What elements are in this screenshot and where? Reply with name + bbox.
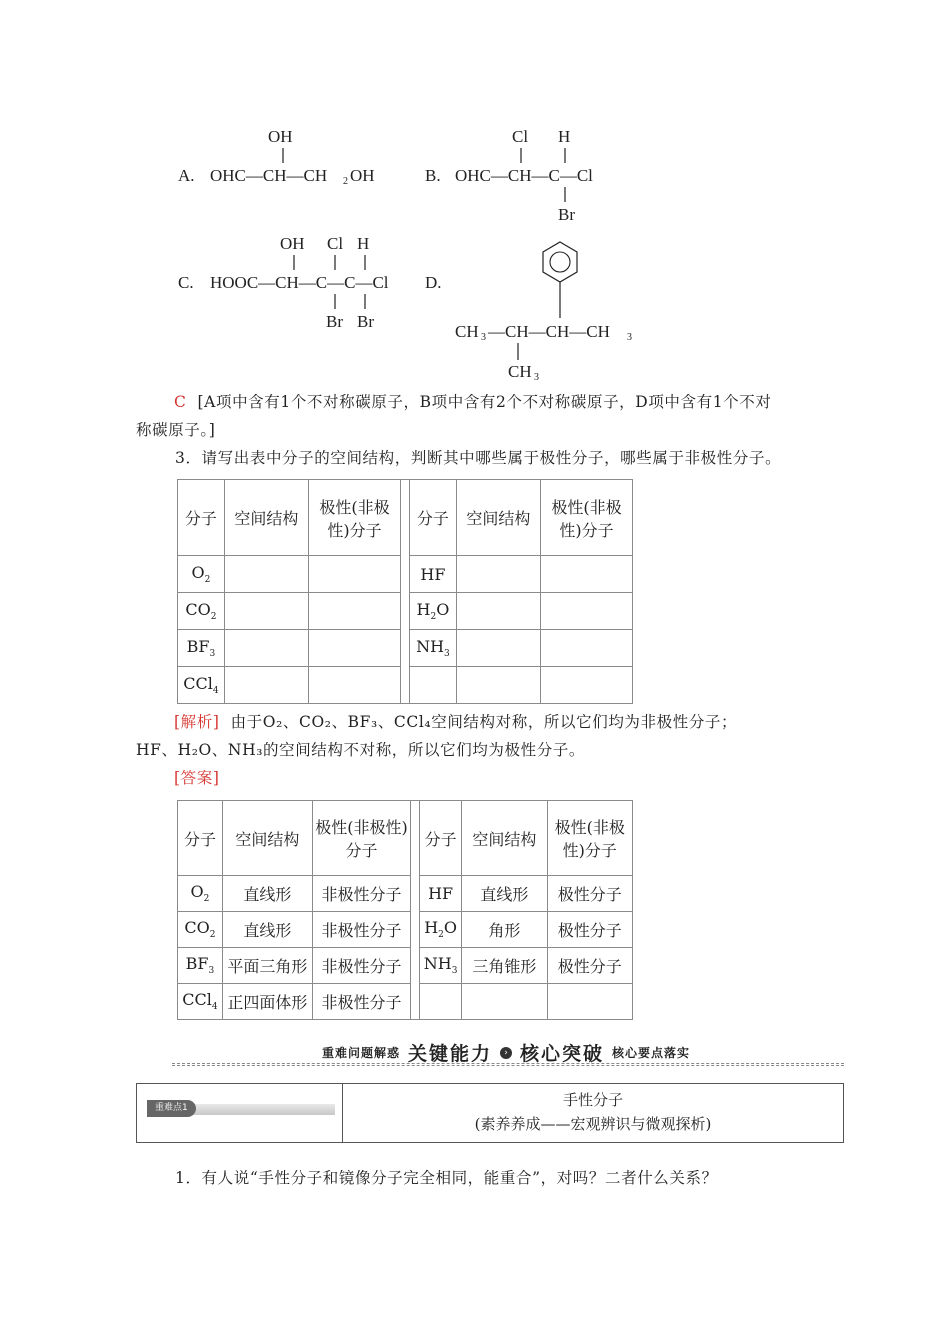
keypoint-box [136,1083,844,1143]
q-mol-ccl4: CCl$_4$ [178,667,225,704]
option-a-formula: OHC—CH—CH [210,166,328,185]
banner-right-text: 核心要点落实 [612,1046,691,1060]
option-a-label: A. [178,166,195,185]
option-c-structure [178,234,389,331]
a-structure-hf: 直线形 [462,876,547,912]
option-c-br1: Br [326,312,343,331]
answer-explanation [136,388,826,444]
option-c-label: C. [178,273,194,292]
keypoint-subtitle: (素养养成——宏观辨识与微观探析) [474,1115,712,1133]
q-mol-nh3: $NH_3$ [410,630,457,667]
a-structure-bf3: 平面三角形 [222,948,312,984]
q-mol-h2o: $H_2O$ [410,593,457,630]
analysis [136,708,826,764]
q-mol-o2: $O_2$ [178,556,225,593]
option-c-cl-top: Cl [327,234,344,253]
option-c-h-top: H [357,234,370,253]
question-3: 3．请写出表中分子的空间结构，判断其中哪些属于极性分子，哪些属于非极性分子。 [175,449,782,467]
answer-letter: C [174,393,187,411]
answer-table-right: 分子 空间结构 极性(非极性)分子 HF 直线形 极性分子 $H_2O$ 角形 极性分子 $NH_3$ 三角锥形 极性分子 [419,800,633,1020]
option-b-label: B. [425,166,441,185]
header-polarity: 极性(非极性)分子 [308,480,400,556]
analysis-line2: HF、H₂O、NH₃的空间结构不对称，所以它们均为极性分子。 [136,741,586,759]
option-b-formula: OHC—CH—C—Cl [455,166,593,185]
answer-table [177,800,633,1020]
answer-tag: [答案] [174,769,220,787]
a-polarity-bf3: 非极性分子 [312,948,410,984]
analysis-tag: [解析] [174,713,220,731]
option-d-main: —CH—CH—CH [488,322,610,341]
svg-text:3: 3 [534,372,539,383]
keypoint-tag-cell [137,1084,343,1142]
option-b-br: Br [558,205,575,224]
option-b-cl-top: Cl [512,127,529,146]
answer-table-left: 分子 空间结构 极性(非极性)分子 $O_2$ 直线形 非极性分子 $CO_2$ 直线形 非极性分子 $BF_3$ 平面三角形 非极性分子 CCl$_4$ 正四面体形 非极性分子 [177,800,411,1020]
q-mol-bf3: $BF_3$ [178,630,225,667]
option-a-tail: OH [350,166,375,185]
q-mol-co2: $CO_2$ [178,593,225,630]
option-c-formula: HOOC—CH—C—C—Cl [210,273,389,292]
option-c-br2: Br [357,312,374,331]
a-structure-nh3: 三角锥形 [462,948,547,984]
option-c-oh: OH [280,234,305,253]
a-polarity-ccl4: 非极性分子 [312,984,410,1020]
section-banner [172,1036,844,1066]
a-structure-h2o: 角形 [462,912,547,948]
banner-left-text: 重难问题解惑 [322,1046,401,1060]
option-a-structure [178,127,375,187]
chem-structures [0,110,950,390]
header-molecule: 分子 [178,480,225,556]
q-mol-hf: HF [410,556,457,593]
option-d-ch3-left: CH [455,322,479,341]
a-structure-o2: 直线形 [222,876,312,912]
option-a-sub: 2 [343,176,348,187]
svg-text:3: 3 [481,332,486,343]
answer-text: [A项中含有1个不对称碳原子，B项中含有2个不对称碳原子，D项中含有1个不对 [197,393,772,411]
option-d-ch3-bottom: CH [508,362,532,381]
a-polarity-hf: 极性分子 [547,876,632,912]
banner-arrow-icon: › [500,1047,512,1059]
question-1: 1．有人说“手性分子和镜像分子完全相同，能重合”，对吗？二者什么关系？ [175,1169,718,1187]
question-table [177,479,633,704]
svg-text:3: 3 [627,332,632,343]
question-table-right: 分子 空间结构 极性(非极性)分子 HF $H_2O$ $NH_3$ [409,479,633,704]
a-structure-ccl4: 正四面体形 [222,984,312,1020]
a-polarity-h2o: 极性分子 [547,912,632,948]
option-d-label: D. [425,273,442,292]
analysis-line1: 由于O₂、CO₂、BF₃、CCl₄空间结构对称，所以它们均为非极性分子； [230,713,738,731]
a-structure-co2: 直线形 [222,912,312,948]
banner-main-2: 核心突破 [520,1043,605,1065]
option-b-h-top: H [558,127,571,146]
a-polarity-o2: 非极性分子 [312,876,410,912]
keypoint-tag: 重难点1 [147,1100,196,1117]
option-d-structure [425,242,632,383]
question-table-left [177,479,401,704]
answer-text-continued: 称碳原子。] [136,421,216,439]
a-polarity-co2: 非极性分子 [312,912,410,948]
option-b-structure [425,127,593,224]
keypoint-title: 手性分子 [562,1091,623,1109]
benzene-ring-icon [543,242,577,282]
a-polarity-nh3: 极性分子 [547,948,632,984]
header-structure: 空间结构 [224,480,308,556]
banner-main-1: 关键能力 [408,1043,493,1065]
option-a-oh: OH [268,127,293,146]
